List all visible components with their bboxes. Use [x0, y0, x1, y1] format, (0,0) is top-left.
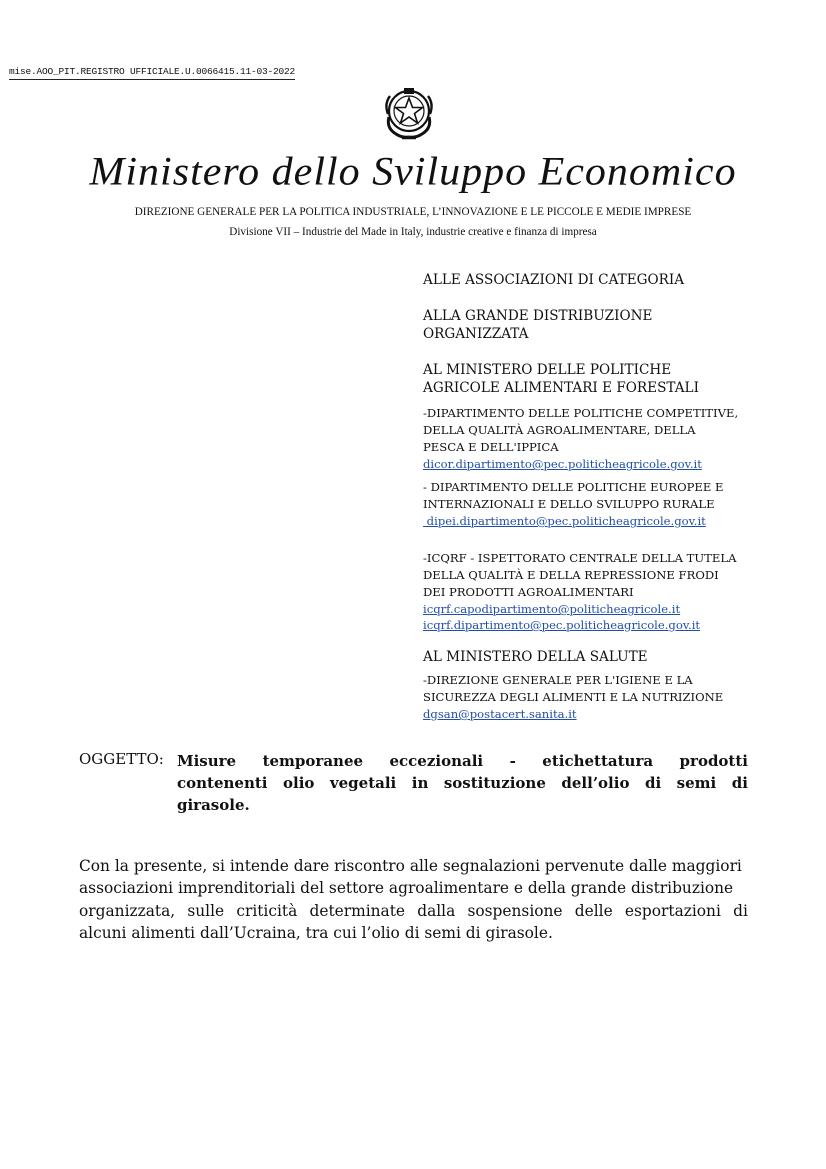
body-line2: associazioni imprenditoriali del settore agroalimentare e della grande distribuzione: [79, 879, 734, 898]
addressee-associations: ALLE ASSOCIAZIONI DI CATEGORIA: [423, 272, 685, 288]
subject-line3: girasole.: [177, 796, 250, 814]
body-line4: alcuni alimenti dall’Ucraina, tra cui l’olio di semi di girasole.: [79, 923, 553, 942]
addressee-mipaaf-line2: AGRICOLE ALIMENTARI E FORESTALI: [423, 380, 699, 396]
dept-competitive-line2: DELLA QUALITÀ AGROALIMENTARE, DELLA: [423, 423, 696, 437]
dept-competitive-email-link[interactable]: dicor.dipartimento@pec.politicheagricole.gov.it: [423, 457, 702, 471]
protocol-number: mise.AOO_PIT.REGISTRO UFFICIALE.U.0066415.11-03-2022: [9, 66, 295, 80]
subject-line1: Misure temporanee eccezionali - etichettatura prodotti: [177, 752, 748, 770]
dept-european-line2: INTERNAZIONALI E DELLO SVILUPPO RURALE: [423, 497, 715, 511]
ministry-name: Ministero dello Sviluppo Economico: [89, 150, 737, 194]
dept-icqrf-line3: DEI PRODOTTI AGROALIMENTARI: [423, 585, 634, 599]
directorate-general: DIREZIONE GENERALE PER LA POLITICA INDUSTRIALE, L’INNOVAZIONE E LE PICCOLE E MEDIE IMPRESE: [134, 206, 692, 218]
division-name: Divisione VII – Industrie del Made in Italy, industrie creative e finanza di impresa: [229, 226, 597, 238]
body-paragraph: [79, 855, 748, 944]
dept-icqrf-email2-link[interactable]: icqrf.dipartimento@pec.politicheagricole.gov.it: [423, 618, 701, 632]
addressee-health-ministry: AL MINISTERO DELLA SALUTE: [423, 649, 648, 665]
dept-european-email-link[interactable]: dipei.dipartimento@pec.politicheagricole.gov.it: [423, 514, 706, 528]
subject-line2: contenenti olio vegetali in sostituzione dell’olio di semi di: [177, 774, 748, 792]
dept-european-line1: - DIPARTIMENTO DELLE POLITICHE EUROPEE E: [423, 480, 724, 494]
dept-health-email-link[interactable]: dgsan@postacert.sanita.it: [423, 707, 577, 721]
addressee-gdo-line2: ORGANIZZATA: [423, 326, 529, 342]
dept-icqrf-line1: -ICQRF - ISPETTORATO CENTRALE DELLA TUTELA: [423, 551, 737, 565]
addressee-gdo-line1: ALLA GRANDE DISTRIBUZIONE: [423, 308, 653, 324]
body-line3: organizzata, sulle criticità determinate dalla sospensione delle esportazioni di: [79, 901, 748, 920]
dept-icqrf-line2: DELLA QUALITÀ E DELLA REPRESSIONE FRODI: [423, 568, 719, 582]
body-line1: Con la presente, si intende dare riscontro alle segnalazioni pervenute dalle maggiori: [79, 857, 742, 875]
italian-republic-emblem-icon: [380, 84, 438, 142]
dept-health-line1: -DIREZIONE GENERALE PER L'IGIENE E LA: [423, 673, 693, 687]
addressee-mipaaf-line1: AL MINISTERO DELLE POLITICHE: [423, 362, 672, 378]
dept-competitive-line3: PESCA E DELL'IPPICA: [423, 440, 559, 454]
subject-label: OGGETTO:: [79, 750, 164, 768]
subject-text: [177, 750, 748, 816]
dept-icqrf-email1-link[interactable]: icqrf.capodipartimento@politicheagricole.it: [423, 602, 681, 616]
dept-health-line2: SICUREZZA DEGLI ALIMENTI E LA NUTRIZIONE: [423, 690, 724, 704]
dept-competitive-line1: -DIPARTIMENTO DELLE POLITICHE COMPETITIVE,: [423, 406, 739, 420]
